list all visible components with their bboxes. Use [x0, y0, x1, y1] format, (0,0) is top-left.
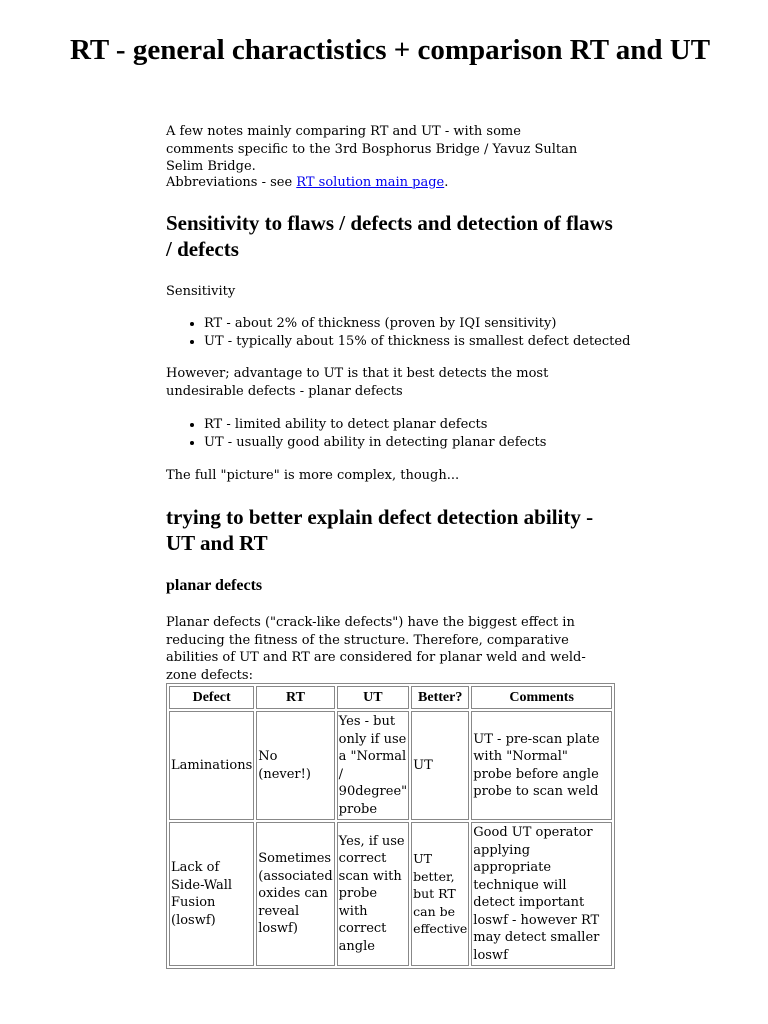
sensitivity-list: [166, 315, 634, 350]
abbreviations-paragraph: [166, 174, 586, 192]
full-picture-paragraph: The full "picture" is more complex, though...: [166, 468, 460, 483]
section-heading-detection-ability: trying to better explain defect detection ability - UT and RT: [166, 505, 594, 555]
list-item: • RT - limited ability to detect planar defects: [204, 416, 634, 434]
list-item: • UT - usually good ability in detecting planar defects: [204, 434, 634, 452]
planar-detection-list: [166, 416, 634, 451]
column-header-defect: Defect: [169, 686, 254, 709]
column-header-better: Better?: [411, 686, 469, 709]
column-header-comments: Comments: [471, 686, 612, 709]
list-item: • RT - about 2% of thickness (proven by IQI sensitivity): [204, 315, 634, 333]
list-item: • UT - typically about 15% of thickness is smallest defect detected: [204, 333, 634, 351]
abbreviations-suffix: .: [444, 175, 449, 190]
column-header-ut: UT: [337, 686, 409, 709]
table-header-row: [169, 686, 612, 709]
abbreviations-prefix: Abbreviations - see: [166, 175, 297, 190]
cell-rt: Sometimes (associated oxides can reveal loswf): [256, 822, 334, 966]
cell-ut: Yes, if use correct scan with probe with correct angle: [337, 822, 409, 966]
cell-better: UT: [411, 711, 469, 820]
column-header-rt: RT: [256, 686, 334, 709]
cell-comments: UT - pre-scan plate with "Normal" probe before angle probe to scan weld: [471, 711, 612, 820]
cell-defect: Laminations: [169, 711, 254, 820]
cell-better: UT better, but RT can be effective: [411, 822, 469, 966]
cell-rt: No (never!): [256, 711, 334, 820]
intro-paragraph: A few notes mainly comparing RT and UT - with some comments specific to the 3rd Bosphorus Bridge / Yavuz Sultan Selim Bridge.: [166, 124, 578, 174]
table-row: [169, 711, 612, 820]
comparison-table: [166, 683, 615, 969]
cell-comments: Good UT operator applying appropriate technique will detect important loswf - however RT may detect smaller loswf: [471, 822, 612, 966]
cell-ut: Yes - but only if use a "Normal / 90degree" probe: [337, 711, 409, 820]
however-paragraph: However; advantage to UT is that it best detects the most undesirable defects - planar defects: [166, 366, 549, 399]
section-heading-sensitivity: Sensitivity to flaws / defects and detection of flaws / defects: [166, 211, 613, 261]
rt-solution-main-page-link[interactable]: RT solution main page: [296, 175, 445, 190]
subheading-planar-defects: planar defects: [166, 577, 263, 594]
cell-defect: Lack of Side-Wall Fusion (loswf): [169, 822, 254, 966]
planar-intro-paragraph: Planar defects ("crack-like defects") have the biggest effect in reducing the fitness of the structure. Therefore, comparative abilities of UT and RT are considered for planar weld and weld-zone defects:: [166, 615, 586, 683]
sensitivity-label: Sensitivity: [166, 284, 236, 299]
page-title: RT - general charactistics + comparison RT and UT: [69, 34, 711, 66]
table-row: [169, 822, 612, 966]
